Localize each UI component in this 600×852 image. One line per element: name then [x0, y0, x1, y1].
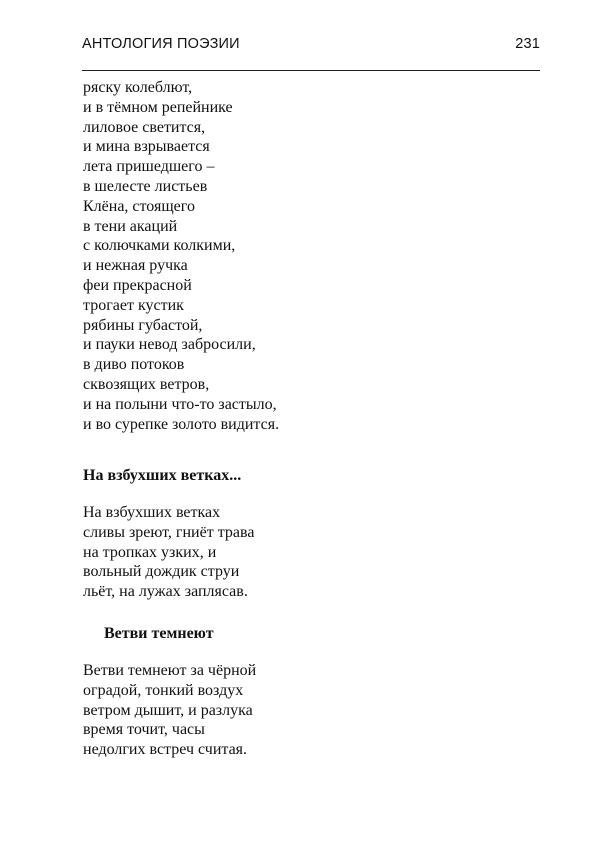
running-title: АНТОЛОГИЯ ПОЭЗИИ — [82, 36, 240, 52]
verse-line: ветром дышит, и разлука — [83, 701, 253, 719]
verse-line: сливы зреют, гниёт трава — [83, 523, 255, 541]
poem-3-stanza — [83, 661, 256, 760]
verse-line: феи прекрасной — [83, 276, 192, 294]
verse-line: и нежная ручка — [83, 257, 188, 275]
poem-continued-stanza — [83, 78, 279, 434]
verse-line: лиловое светится, — [83, 118, 206, 136]
poem-2-stanza — [83, 503, 254, 602]
verse-line: ряску колеблют, — [83, 79, 193, 96]
verse-line: время точит, часы — [83, 721, 205, 739]
verse-line: и на полыни что-то застыло, — [83, 395, 277, 413]
verse-line: в шелесте листьев — [83, 177, 208, 195]
header-divider — [82, 70, 540, 71]
verse-line: и в тёмном репейнике — [83, 98, 233, 116]
verse-line: с колючками колкими, — [83, 237, 236, 255]
page-header — [82, 36, 540, 56]
verse-line: вольный дождик струи — [83, 563, 240, 581]
verse-line: в тени акаций — [83, 217, 178, 235]
verse-line: и пауки невод забросили, — [83, 336, 256, 354]
verse-line: Ветви темнеют за чёрной — [83, 662, 257, 679]
verse-line: и мина взрывается — [83, 138, 210, 156]
verse-line: в диво потоков — [83, 356, 185, 374]
verse-line: недолгих встреч считая. — [83, 741, 248, 759]
verse-line: На взбухших ветках — [83, 504, 221, 521]
verse-line: Клёна, стоящего — [83, 197, 195, 215]
verse-line: сквозящих ветров, — [83, 375, 210, 393]
page-number: 231 — [515, 36, 540, 52]
verse-line: льёт, на лужах заплясав. — [83, 583, 248, 601]
verse-line: рябины губастой, — [83, 316, 203, 334]
poem-title-vzbukhshikh-vetkakh: На взбухших ветках... — [83, 467, 242, 484]
poem-title-vetvi-temneyut: Ветви темнеют — [104, 625, 214, 642]
verse-line: на тропках узких, и — [83, 543, 217, 561]
verse-line: оградой, тонкий воздух — [83, 681, 244, 699]
verse-line: лета пришедшего – — [83, 158, 215, 176]
verse-line: и во сурепке золото видится. — [83, 415, 280, 433]
verse-line: трогает кустик — [83, 296, 184, 314]
